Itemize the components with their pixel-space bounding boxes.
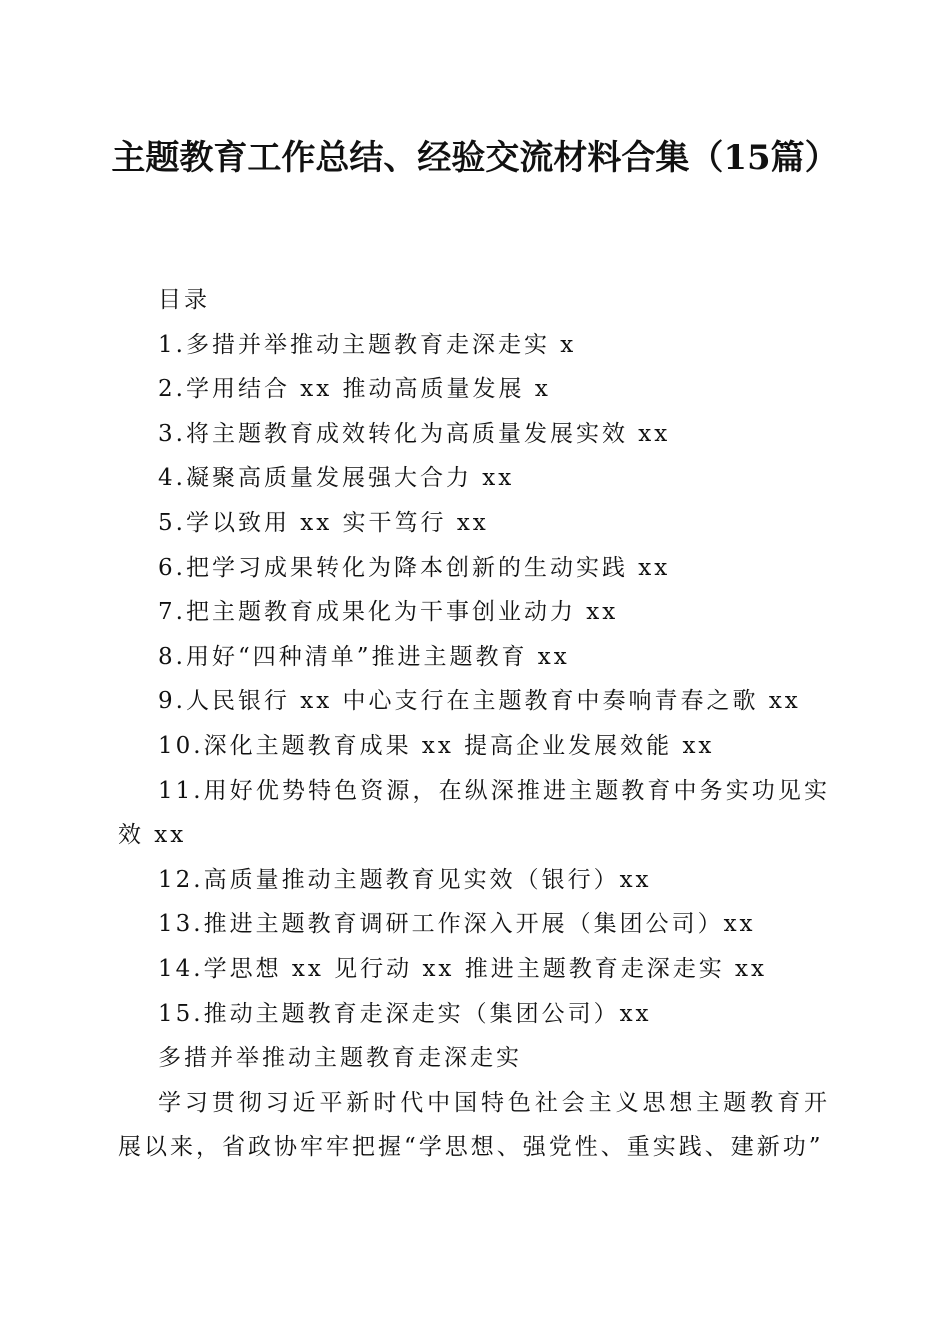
toc-item-14: 14.学思想 xx 见行动 xx 推进主题教育走深走实 xx (158, 955, 767, 982)
toc-item-5: 5.学以致用 xx 实干笃行 xx (158, 509, 489, 536)
document-title: 主题教育工作总结、经验交流材料合集（15篇） (111, 138, 839, 178)
section-heading: 多措并举推动主题教育走深走实 (158, 1045, 522, 1072)
toc-item-15: 15.推动主题教育走深走实（集团公司）xx (158, 1000, 652, 1027)
toc-item-2: 2.学用结合 xx 推动高质量发展 x (158, 376, 551, 403)
toc-heading: 目录 (158, 287, 210, 313)
toc-item-4: 4.凝聚高质量发展强大合力 xx (158, 465, 515, 492)
toc-item-9: 9.人民银行 xx 中心支行在主题教育中奏响青春之歌 xx (158, 688, 801, 715)
toc-item-7: 7.把主题教育成果化为干事创业动力 xx (158, 599, 619, 626)
toc-item-13: 13.推进主题教育调研工作深入开展（集团公司）xx (158, 911, 756, 938)
toc-item-1: 1.多措并举推动主题教育走深走实 x (158, 331, 577, 358)
toc-item-8: 8.用好“四种清单”推进主题教育 xx (158, 643, 570, 670)
toc-item-3: 3.将主题教育成效转化为高质量发展实效 xx (158, 420, 671, 447)
toc-item-11: 11.用好优势特色资源，在纵深推进主题教育中务实功见实效 xx (118, 777, 830, 849)
toc-item-10: 10.深化主题教育成果 xx 提高企业发展效能 xx (158, 732, 715, 759)
document-body (118, 278, 830, 1170)
section-paragraph: 学习贯彻习近平新时代中国特色社会主义思想主题教育开展以来，省政协牢牢把握“学思想、强党性、重实践、建新功” (118, 1089, 830, 1161)
toc-item-6: 6.把学习成果转化为降本创新的生动实践 xx (158, 554, 671, 581)
toc-item-12: 12.高质量推动主题教育见实效（银行）xx (158, 866, 652, 893)
